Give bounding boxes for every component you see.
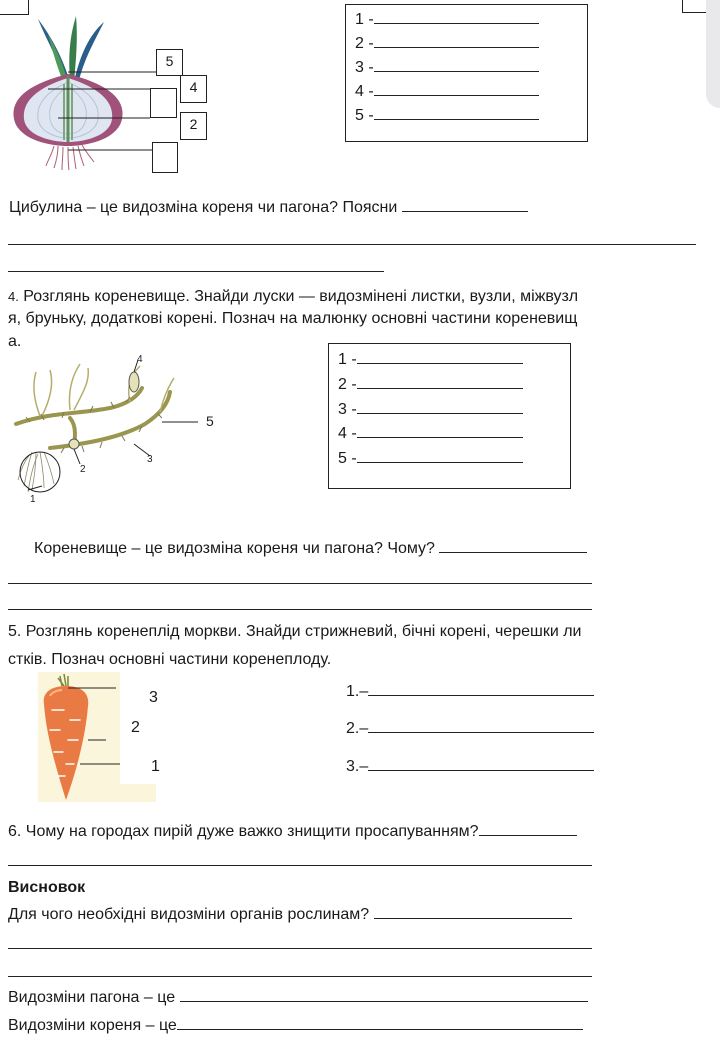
shoot-modification-text: Видозміни пагона – це <box>8 989 176 1006</box>
onion-label-box-2: 2 <box>180 112 207 140</box>
carrot-answer-line-2 <box>346 719 594 739</box>
onion-label-box-blank-b <box>152 142 178 173</box>
rhizome-answer-line-1 <box>338 350 523 370</box>
rhizome-instruction-line-1 <box>8 287 578 307</box>
carrot-answer-line-1 <box>346 682 594 702</box>
answer-blank[interactable] <box>357 351 523 364</box>
page-corner-mark-right <box>682 0 708 13</box>
rhizome-label-2: 2 <box>80 464 86 475</box>
rhizome-label-1: 1 <box>30 494 36 505</box>
answer-blank[interactable] <box>402 198 528 212</box>
onion-answer-line-2 <box>355 34 539 54</box>
scrollbar-thumb[interactable] <box>706 0 720 108</box>
rhizome-label-5: 5 <box>206 413 214 429</box>
onion-question <box>9 198 528 218</box>
answer-blank[interactable] <box>374 59 539 72</box>
rhizome-instruction-line-3: а. <box>8 333 22 350</box>
onion-label-box-blank-a <box>150 88 177 118</box>
onion-answer-line-3 <box>355 58 539 78</box>
rhizome-label-4: 4 <box>137 354 143 365</box>
rhizome-answer-line-2 <box>338 375 523 395</box>
couch-grass-question-text: 6. Чому на городах пирій дуже важко знищити просапуванням? <box>8 823 479 840</box>
answer-rule[interactable] <box>8 271 384 272</box>
answer-blank[interactable] <box>439 539 587 553</box>
answer-blank[interactable] <box>180 988 588 1002</box>
rhizome-illustration <box>10 352 225 507</box>
answer-blank[interactable] <box>357 450 523 463</box>
onion-question-text: Цибулина – це видозміна кореня чи пагона? Поясни <box>9 199 398 216</box>
carrot-label-3: 3 <box>149 689 158 706</box>
answer-blank[interactable] <box>374 11 539 24</box>
answer-line-prefix: 4 - <box>355 83 374 100</box>
couch-grass-question <box>8 822 577 842</box>
answer-line-prefix: 2 - <box>355 35 374 52</box>
rhizome-answer-line-5 <box>338 449 523 469</box>
rhizome-label-3: 3 <box>147 454 153 465</box>
onion-label-box-4: 4 <box>180 75 207 103</box>
answer-blank[interactable] <box>357 401 523 414</box>
conclusion-question <box>8 905 572 925</box>
answer-blank[interactable] <box>368 758 594 771</box>
answer-blank[interactable] <box>368 720 594 733</box>
answer-blank[interactable] <box>479 822 577 836</box>
answer-blank[interactable] <box>374 35 539 48</box>
answer-blank[interactable] <box>374 107 539 120</box>
answer-line-prefix: 4 - <box>338 425 357 442</box>
answer-blank[interactable] <box>368 683 594 696</box>
conclusion-question-text: Для чого необхідні видозміни органів рослинам? <box>8 906 370 923</box>
answer-line-prefix: 1 - <box>355 11 374 28</box>
onion-answer-line-4 <box>355 82 539 102</box>
answer-line-prefix: 3 - <box>355 59 374 76</box>
task-number: 4. <box>8 289 19 304</box>
answer-rule[interactable] <box>8 609 592 610</box>
rhizome-instruction-line-2: я, бруньку, додаткові корені. Познач на малюнку основні частини кореневищ <box>8 310 578 327</box>
carrot-answer-line-3 <box>346 757 594 777</box>
answer-rule[interactable] <box>8 583 592 584</box>
carrot-label-2: 2 <box>131 719 140 736</box>
instruction-text: Розглянь кореневище. Знайди луски — видозмінені листки, вузли, міжвузл <box>23 288 579 305</box>
carrot-instruction-line-2: стків. Познач основні частини коренеплоду. <box>8 651 332 668</box>
shoot-modification-prompt <box>8 988 588 1008</box>
answer-line-prefix: 1.– <box>346 683 369 700</box>
answer-line-prefix: 5 - <box>355 107 374 124</box>
root-modification-text: Видозміни кореня – це <box>8 1017 177 1034</box>
rhizome-question <box>34 539 587 559</box>
conclusion-heading: Висновок <box>8 879 86 896</box>
answer-blank[interactable] <box>374 83 539 96</box>
onion-answer-line-5 <box>355 106 539 126</box>
answer-line-prefix: 3 - <box>338 401 357 418</box>
answer-line-prefix: 2.– <box>346 720 369 737</box>
rhizome-answer-line-3 <box>338 400 523 420</box>
answer-blank[interactable] <box>177 1016 583 1030</box>
rhizome-question-text: Кореневище – це видозміна кореня чи пагона? Чому? <box>34 540 435 557</box>
answer-blank[interactable] <box>357 425 523 438</box>
rhizome-answer-line-4 <box>338 424 523 444</box>
answer-line-prefix: 2 - <box>338 376 357 393</box>
answer-rule[interactable] <box>8 865 592 866</box>
answer-line-prefix: 5 - <box>338 450 357 467</box>
page-corner-mark-left <box>0 0 29 15</box>
carrot-label-1: 1 <box>151 758 160 775</box>
onion-answer-line-1 <box>355 10 539 30</box>
answer-blank[interactable] <box>374 905 572 919</box>
answer-blank[interactable] <box>357 376 523 389</box>
root-modification-prompt <box>8 1016 583 1036</box>
answer-rule[interactable] <box>8 976 592 977</box>
onion-bulb-illustration <box>8 14 208 174</box>
answer-line-prefix: 1 - <box>338 351 357 368</box>
answer-line-prefix: 3.– <box>346 758 369 775</box>
carrot-instruction-line-1: 5. Розглянь коренеплід моркви. Знайди стрижневий, бічні корені, черешки ли <box>8 623 582 640</box>
onion-label-box-5: 5 <box>156 49 183 76</box>
answer-rule[interactable] <box>8 244 696 245</box>
answer-rule[interactable] <box>8 948 592 949</box>
